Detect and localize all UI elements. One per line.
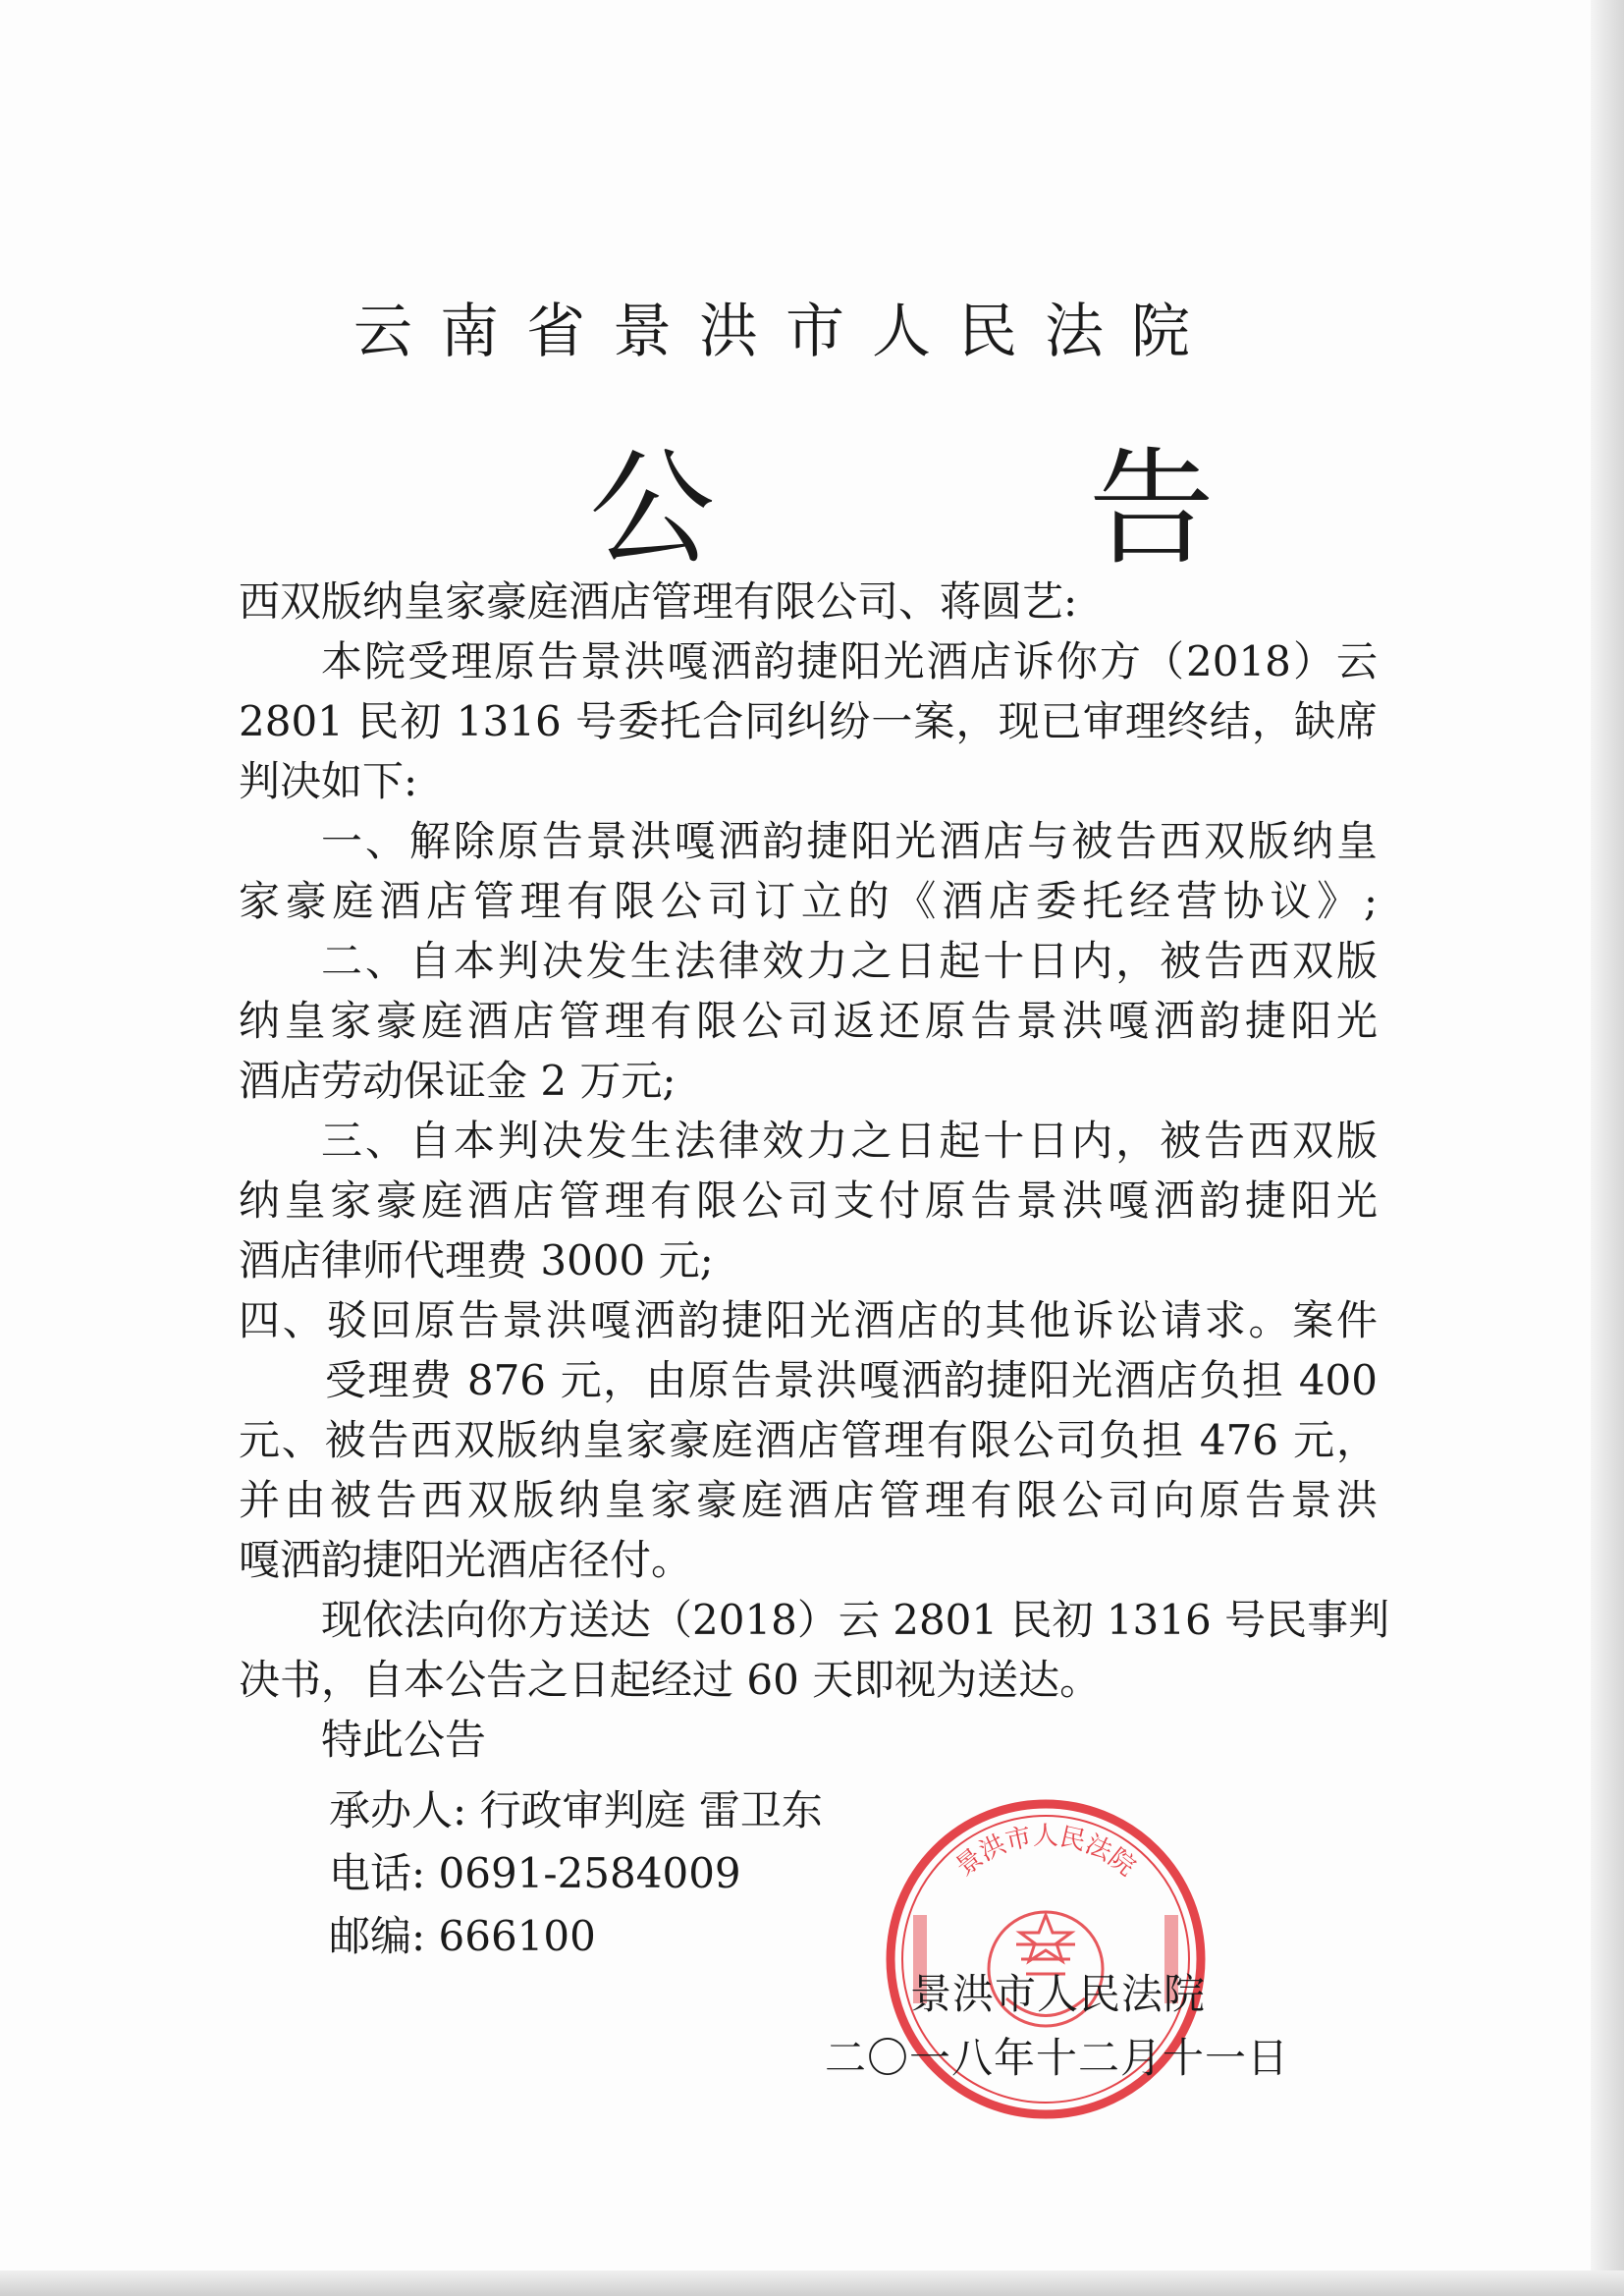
scan-edge-bottom <box>0 2270 1624 2296</box>
body-line: 受理费 876 元，由原告景洪嘎洒韵捷阳光酒店负担 400 <box>325 1356 1378 1404</box>
signature-court: 景洪市人民法院 <box>910 1970 1207 2018</box>
notice-title: 公 告 <box>589 436 1381 582</box>
body-line: 嘎洒韵捷阳光酒店径付。 <box>239 1536 693 1584</box>
body-line: 酒店律师代理费 3000 元; <box>239 1236 714 1285</box>
body-line: 现依法向你方送达（2018）云 2801 民初 1316 号民事判 <box>321 1596 1390 1644</box>
signature-date: 二〇一八年十二月十一日 <box>825 2034 1290 2082</box>
body-line: 家豪庭酒店管理有限公司订立的《酒店委托经营协议》; <box>239 877 1378 925</box>
court-name: 云南省景洪市人民法院 <box>353 298 1218 366</box>
body-line: 一、解除原告景洪嘎洒韵捷阳光酒店与被告西双版纳皇 <box>321 817 1378 865</box>
body-line: 四、驳回原告景洪嘎洒韵捷阳光酒店的其他诉讼请求。案件 <box>239 1296 1378 1344</box>
body-line: 纳皇家豪庭酒店管理有限公司返还原告景洪嘎洒韵捷阳光 <box>239 997 1378 1045</box>
body-line: 并由被告西双版纳皇家豪庭酒店管理有限公司向原告景洪 <box>239 1476 1378 1524</box>
body-line: 二、自本判决发生法律效力之日起十日内，被告西双版 <box>321 937 1378 985</box>
body-line: 西双版纳皇家豪庭酒店管理有限公司、蒋圆艺: <box>239 577 1078 626</box>
body-line: 酒店劳动保证金 2 万元; <box>239 1057 677 1105</box>
body-line: 元、被告西双版纳皇家豪庭酒店管理有限公司负担 476 元， <box>239 1416 1378 1464</box>
seal-text: 景洪市人民法院 <box>950 1822 1141 1883</box>
svg-text:景洪市人民法院 <box>950 1822 1141 1883</box>
body-line: 三、自本判决发生法律效力之日起十日内，被告西双版 <box>321 1117 1378 1165</box>
postcode-line: 邮编: 666100 <box>329 1912 596 1960</box>
body-line: 决书，自本公告之日起经过 60 天即视为送达。 <box>239 1656 1102 1704</box>
body-line: 2801 民初 1316 号委托合同纠纷一案，现已审理终结，缺席 <box>239 697 1378 745</box>
body-line: 特此公告 <box>321 1716 487 1764</box>
handler-line: 承办人: 行政审判庭 雷卫东 <box>329 1786 823 1834</box>
body-line: 本院受理原告景洪嘎洒韵捷阳光酒店诉你方（2018）云 <box>321 637 1378 685</box>
notice-body <box>239 572 1390 1770</box>
scan-edge <box>1591 0 1624 2296</box>
body-line: 判决如下: <box>239 757 418 805</box>
body-line: 纳皇家豪庭酒店管理有限公司支付原告景洪嘎洒韵捷阳光 <box>239 1176 1378 1225</box>
phone-line: 电话: 0691-2584009 <box>329 1849 741 1897</box>
